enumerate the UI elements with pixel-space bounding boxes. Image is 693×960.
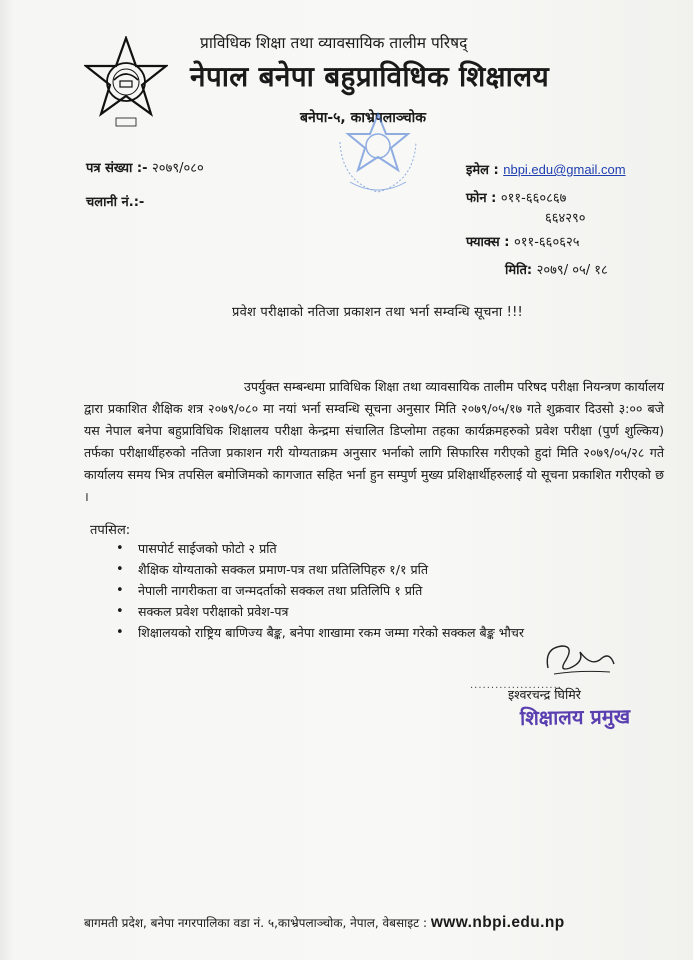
website-link[interactable]: www.nbpi.edu.np — [430, 914, 565, 931]
email-label: इमेल : — [466, 163, 499, 178]
footer-address: बागमती प्रदेश, बनेपा नगरपालिका वडा नं. ५,काभ्रेपलाञ्चोक, नेपाल, वेबसाइट : — [84, 916, 428, 930]
list-item: • शैक्षिक योग्यताको सक्कल प्रमाण-पत्र तथा प्रतिलिपिहरु १/१ प्रति — [138, 559, 524, 580]
email-link[interactable]: nbpi.edu@gmail.com — [503, 162, 626, 177]
signature-line: ...................... — [470, 680, 562, 691]
government-star-emblem-icon — [84, 36, 168, 134]
phone-line — [466, 188, 566, 206]
fax-value: ०११-६६०६२५ — [513, 235, 580, 250]
letter-number-label: पत्र संख्या :- — [86, 161, 148, 176]
phone-value-2 — [545, 208, 586, 226]
footer — [84, 914, 565, 932]
school-address: बनेपा-५, काभ्रेपलाञ्चोक — [300, 110, 427, 126]
date-line — [505, 260, 608, 278]
requirements-list — [90, 538, 524, 643]
phone-value-2-text: ६६४२९० — [545, 211, 586, 226]
designation-stamp: शिक्षालय प्रमुख — [519, 704, 631, 730]
dispatch-number-label: चलानी नं.:- — [86, 195, 145, 210]
list-item: • नेपाली नागरीकता वा जन्मदर्ताको सक्कल तथा प्रतिलिपि १ प्रति — [138, 580, 524, 601]
handwritten-signature — [540, 638, 620, 680]
board-name: प्राविधिक शिक्षा तथा व्यावसायिक तालीम परिषद् — [200, 34, 468, 52]
list-item: • पासपोर्ट साईजको फोटो २ प्रति — [138, 538, 524, 559]
letter-number — [86, 158, 204, 176]
list-item: • शिक्षालयको राष्ट्रिय बाणिज्य बैङ्क, बनेपा शाखामा रकम जम्मा गरेको सक्कल बैङ्क भौचर — [138, 622, 524, 643]
date-label: मिति: — [505, 263, 533, 278]
list-item: • सक्कल प्रवेश परीक्षाको प्रवेश-पत्र — [138, 601, 524, 622]
notice-body: उपर्युक्त सम्बन्धमा प्राविधिक शिक्षा तथा व्यावसायिक तालीम परिषद परीक्षा नियन्त्रण कार्यालय द्वारा प्रकाशित शैक्षिक शत्र २०७९/०८० मा नयां भर्ना सम्वन्धि सूचना अनुसार मिति २०७९/०५/१७ गते शुक्रवार दिउसो ३:०० बजे यस नेपाल बनेपा बहुप्राविधिक शिक्षालय परीक्षा केन्द्रमा संचालित डिप्लोमा तहका कार्यक्रमहरुको प्रवेश परीक्षा (पुर्ण शुल्किय) तर्फका परीक्षार्थीहरुको नतिजा प्रकाशन गरी योग्यताक्रम अनुसार भर्नाको लागि सिफारिस गरीएको हुदां मिति २०७९/०५/२८ गते कार्यालय समय भित्र तपसिल बमोजिमको कागजात सहित भर्ना हुन सम्पुर्ण मुख्य प्रशिक्षार्थीहरुलाई यो सूचना प्रकाशित गरीएको छ । — [84, 379, 664, 504]
tapasil-heading: तपसिल: — [90, 523, 131, 538]
fax-label: फ्याक्स : — [466, 235, 510, 250]
email-line — [466, 160, 626, 178]
signer-name: इश्वरचन्द्र घिमिरे — [508, 687, 581, 702]
school-name: नेपाल बनेपा बहुप्राविधिक शिक्षालय — [190, 60, 549, 93]
notice-subject: प्रवेश परीक्षाको नतिजा प्रकाशन तथा भर्ना सम्वन्धि सूचना !!! — [232, 305, 523, 320]
phone-label: फोन : — [466, 191, 497, 206]
date-value: २०७९/ ०५/ १८ — [536, 263, 608, 278]
fax-line — [466, 232, 579, 250]
office-seal-icon — [330, 112, 426, 198]
phone-value-1: ०११-६६०८६७ — [500, 191, 567, 206]
letter-number-value: २०७९/०८० — [152, 161, 204, 176]
